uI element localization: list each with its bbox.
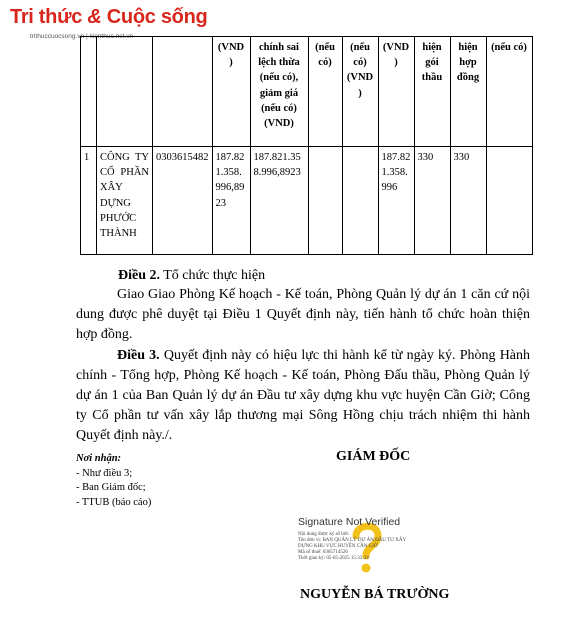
- cell-empty: [308, 147, 342, 255]
- table-row: [81, 147, 533, 255]
- logo-subtitle: trithuccuocsong.vn | kienthuc.net.vn: [30, 33, 134, 40]
- article-2-heading: [118, 266, 538, 286]
- signature-status: Signature Not Verified: [298, 516, 401, 528]
- header-cell: [97, 37, 153, 147]
- recipients-block: [76, 452, 151, 510]
- logo-ampersand: &: [87, 6, 102, 28]
- article-3-title: Điều 3.: [117, 348, 160, 363]
- cell-empty: [342, 147, 378, 255]
- table-header-row: [81, 37, 533, 147]
- header-cell: (nếu có) (VND ): [342, 37, 378, 147]
- recipient-item: - Như điều 3;: [76, 467, 133, 479]
- recipient-item: - Ban Giám đốc;: [76, 482, 146, 493]
- bid-result-table: [80, 36, 533, 255]
- cell-contract-time: 330: [450, 147, 486, 255]
- cell-stt: 1: [81, 147, 97, 255]
- signature-line: Nội dung được ký số bởi:: [298, 532, 350, 537]
- cell-bid-price: 187.821.358.996,8923: [212, 147, 250, 255]
- header-cell: (VND ): [212, 37, 250, 147]
- signer-name: NGUYỄN BÁ TRƯỜNG: [300, 587, 450, 602]
- cell-adjusted-price: 187.821.358.996,8923: [250, 147, 308, 255]
- header-cell: chính sai lệch thừa (nếu có), giảm giá (nếu có) (VND): [250, 37, 308, 147]
- recipients-label: Nơi nhận:: [76, 453, 122, 464]
- logo-word-2: Cuộc sống: [106, 6, 208, 28]
- article-2-title: Điều 2.: [118, 268, 160, 283]
- header-cell: (nếu có): [486, 37, 532, 147]
- header-cell: [153, 37, 213, 147]
- header-cell: (VND ): [378, 37, 414, 147]
- article-3-body: Quyết định này có hiệu lực thi hành kể từ ngày ký. Phòng Hành chính - Tổng hợp, Phòng Kế hoạch - Kế toán, Phòng Đấu thầu, Phòng Quản lý dự án 1 của Ban Quản lý dự án Đầu tư xây dựng khu vực huyện Cần Giờ; Công ty Cổ phần tư vấn xây lắp thương mại Sông Hồng chịu trách nhiệm thi hành Quyết định này./.: [76, 348, 531, 443]
- signer-title: GIÁM ĐỐC: [336, 449, 411, 464]
- signature-line: Tên đơn vị: BAN QUẢN LÝ DỰ ÁN ĐẦU TƯ XÂY: [298, 538, 407, 543]
- logo-text: [10, 6, 207, 29]
- cell-final-price: 187.821.358.996: [378, 147, 414, 255]
- header-cell: hiện gói thầu: [414, 37, 450, 147]
- signature-line: DỰNG KHU VỰC HUYỆN CẦN GIỜ: [298, 544, 378, 549]
- recipient-item: - TTUB (báo cáo): [76, 496, 152, 508]
- article-3-paragraph: [76, 346, 530, 446]
- cell-contractor-name: CÔNG TY CỔ PHẦN XÂY DỰNG PHƯỚC THÀNH: [97, 147, 153, 255]
- header-cell: (nếu có): [308, 37, 342, 147]
- digital-signature: [296, 514, 446, 570]
- header-cell: hiện hợp đồng: [450, 37, 486, 147]
- cell-package-time: 330: [414, 147, 450, 255]
- signature-line: Thời gian ký: 05-05-2025 15:33:24: [298, 556, 369, 561]
- cell-tax-code: 0303615482: [153, 147, 213, 255]
- article-2-body: Giao Giao Phòng Kế hoạch - Kế toán, Phòng Quản lý dự án 1 căn cứ nội dung được phê duyệt tại Điều 1 Quyết định này, tiến hành tổ chức hoàn thiện hợp đồng.: [76, 287, 530, 342]
- signature-line: Mã số thuế: 0305714526: [298, 550, 348, 555]
- logo-word-1: Tri thức: [10, 6, 83, 28]
- header-cell: [81, 37, 97, 147]
- article-2-title-rest: Tổ chức thực hiện: [163, 268, 266, 283]
- cell-empty: [486, 147, 532, 255]
